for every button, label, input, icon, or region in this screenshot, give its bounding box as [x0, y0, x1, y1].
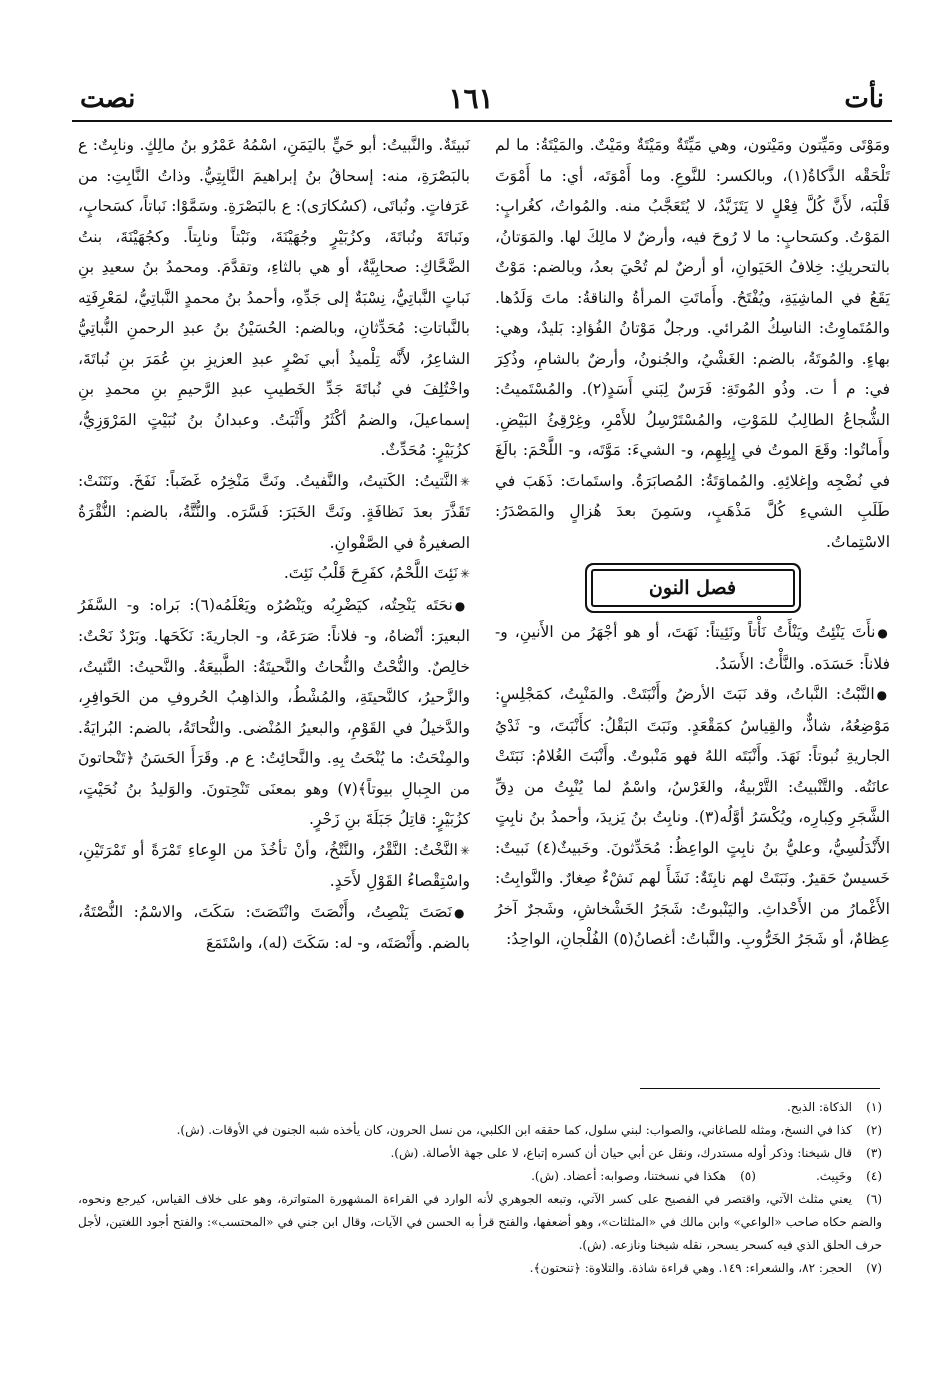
paragraph: ومَوْتَى ومَيِّتون ومَيْتون، وهي مَيِّتَةٌ ومَيْتَةٌ ومَيْتٌ. والمَيْتَةُ: ما لم تَلْحَقْه الذَّكاةُ(١)، وبالكسر: للنَّوعِ. وما أَمْوَتَه، أي: ما أَمْوَتَ قَلْبَه، لأَنَّ كُلَّ فِعْلٍ لا يَتَزَيَّدُ، لا يُتَعَجَّبُ منه. والمُواتُ، كغُرابٍ: المَوْتُ. وكسَحابٍ: ما لا رُوحَ فيه، وأرضٌ لا مالِكَ لها. والمَوَتانُ، بالتحريكِ: خِلافُ الحَيَوانِ، أو أرضٌ لم تُحْيَ بعدُ، وبالضم: مَوْتٌ يَقَعُ في الماشِيَةِ، ويُفْتَحُ. وأَماتَتِ المرأةُ والناقةُ: ماتَ وَلَدُها. والمُتَماوِتُ: الناسِكُ المُرائي. ورجلٌ مَوْتانُ الفُؤادِ: بَليدٌ، وهي: بهاءٍ. والمُوتَةُ، بالضم: الغَشْيُ، والجُنونُ، وأرضٌ بالشامِ، وذُكِرَ في: م أ ت. وذُو المُوتَةِ: فَرَسٌ لِبَني أَسَدٍ(٢). والمُسْتَميتُ: الشُّجاعُ الطالِبُ للمَوْتِ، والمُسْتَرْسِلُ للأَمْرِ، وغِرْقِئُ البَيْضِ. وأَماتُوا: وقَعَ الموتُ في إِبِلِهِم، و- الشيءَ: مَوَّتَه، و- اللَّحْمَ: بالَغَ في نُضْجِه وإغلائِهِ. والمُماوَتَةُ: المُصابَرَةُ. واستَماتَ: ذَهَبَ في طَلَبِ الشيءِ كُلَّ مَذْهَبٍ، وسَمِنَ بعدَ هُزالٍ والمَصْدَرُ: الاسْتِماتُ.	[495, 136, 890, 551]
entry-paragraph: ✳ النَّتيتُ: الكَتيتُ، والنَّفيتُ. ونَتَّ مَنْخِرُه غَضَباً: نَفَخَ. ونَتَنَتْ: تَقَذَّرَ بعدَ نَظافَةٍ. ونَتَّ الخَبَرَ: فَسَّرَه. والنُّتَّةُ، بالضم: النُّقْرَةُ الصغيرةُ في الصَّفْوانِ.	[78, 466, 470, 559]
footnote: (١)الذكاة: الذبح.	[787, 1100, 882, 1114]
paragraph: نَبيتَةٌ. والنَّبيتُ: أبو حَيٍّ باليَمَنِ، اسْمُهُ عَمْرُو بنُ مالِكٍ. ونابِتٌ: ع بالبَصْرَةِ، منه: إسحاقُ بنُ إبراهيمَ النَّابِتِيُّ. وذاتُ النَّابِتِ: من عَرَفاتٍ. ونُباتَى، (كسُكارَى): ع بالبَصْرَةِ. وسَمَّوْا: نَباتاً، كسَحابٍ، ونَباتَةَ ونُباتَةَ، وكزُبَيْرٍ وجُهَيْنَةَ، ونَبْتاً ونابِتاً. وكجُهَيْنَةَ، بنتُ الضَّحَّاكِ: صحابِيَّةٌ، أو هي بالثاءِ، وتقدَّمَ. ومحمدُ بنُ سعيدِ بنِ نَباتٍ النَّباتِيُّ، نِسْبَةٌ إلى جَدِّهِ، وأحمدُ بنُ محمدٍ النَّباتِيُّ، لمَعْرِفَتِه بالنَّباتاتِ: مُحَدِّثانِ، وبالضم: الحُسَيْنُ بنُ عبدِ الرحمنِ النُّباتِيُّ الشاعِرُ، لأَنَّه تِلْميذُ أبي نَصْرٍ عبدِ العزيزِ بنِ عُمَرَ بنِ نُباتَةَ، واخْتُلِفَ في نُباتَةَ جَدِّ الخَطيبِ عبدِ الرَّحيمِ بنِ محمدِ بنِ إسماعيلَ، والضمُ أكْثَرُ وأَثْبَتُ. وعبدانُ بنُ نُبَيْتٍ المَرْوَزِيُّ، كزُبَيْرٍ: مُحَدِّثٌ.	[78, 136, 470, 459]
footnote-pair	[78, 1165, 882, 1188]
footnote-rule	[640, 1088, 880, 1089]
footnote: (٦)يعني مثلث الآتي، واقتصر في الفصيح على كسر الآتي، وتبعه الجوهري لأنه الوارد في القراءة المشهورة المتواترة، وهو على خلاف القياس، كيرجع ونحوه، والضم حكاه صاحب «الواعي» وابن مالك في «المثلثات»، وهو أضعفها، والفتح قرأ به الحسن في الآيات، وقال ابن جني في «المحتسب»: والفتح أجود اللغتين، لأجل حرف الحلق الذي فيه كسحر يسحر، نقله شيخنا ونازعه. (ش).	[78, 1192, 882, 1252]
left-column	[78, 130, 470, 952]
page-number: ١٦١	[448, 82, 494, 115]
section-title: فصل النون	[648, 577, 737, 599]
footnote: (٣)قال شيخنا: وذكر أوله مستدرك، ونقل عن أبي حيان أن كسره إتباع، لا على جهة الأصالة. (ش).	[390, 1146, 882, 1160]
section-title-box	[591, 569, 795, 607]
footnote: (٥)هكذا في نسختنا، وصوابه: أعضاد. (ش).	[531, 1169, 756, 1183]
footnotes	[78, 1096, 882, 1280]
right-column	[495, 130, 890, 948]
footnote: (٢)كذا في النسخ، ومثله للصاغاني، والصواب: لبني سلول، كما حققه ابن الكلبي، من نسل الحرون، كان يأخذه شبه الجنون في الأوقات. (ش).	[176, 1123, 882, 1137]
entry-paragraph: ● نأَتَ يَنْئِتُ ويَنْأَتُ نَأْتاً ونَئِيتاً: نَهَتَ، أو هو أجْهَرُ من الأَنينِ، و- فلاناً: حَسَدَه. والنَّأْتُ: الأَسَدُ.	[495, 617, 890, 679]
footnote: (٤)وخَبِيث.	[815, 1169, 882, 1183]
entry-paragraph: ✳ نَئِتَ اللَّحْمُ، كفَرِحَ قَلْبُ نَئِتَ.	[78, 558, 470, 590]
entry-paragraph: ● نَصَتَ يَنْصِتُ، وأَنْصَتَ وانْتَصَتَ: سَكَتَ، والاسْمُ: النُّصْتَةُ، بالضم. وأَنْصَتَه، و- له: سَكَتَ (له)، واسْتَمَعَ	[78, 897, 470, 959]
entry-paragraph: ● نحَتَه يَنْحِتُه، كيَضْرِبُه ويَنْصُرُه ويَعْلَمُه(٦): بَراه: و- السَّفَرُ البعيرَ: أنْضاهُ، و- فلاناً: صَرَعَهُ، و- الجاريةَ: نَكَحَها. وبَرْدٌ نَحْتٌ: خالِصٌ. والنُّحْتُ والنُّحاتُ والنَّحيتَةُ: الطَّبيعَةُ. والنَّحيتُ: النَّئيتُ، والزَّحيرُ، كالنَّحيتَةِ، والمُشْطُ، والذاهِبُ الحُروفِ من الحَوافِرِ، والدَّخيلُ في القَوْمِ، والبعيرُ المُنْضى. والنُّحاتَةُ، بالضم: البُرايَةُ. والمِنْحَتُ: ما يُنْحَتُ بِهِ. والنَّحائِتُ: ع م. وقَرَأَ الحَسَنُ ﴿تَنْحاتونَ من الجِبالِ بيوتاً﴾(٧) وهو بمعنَى تَنْحِتونَ. والوَليدُ بنُ نُحَيْتٍ، كزُبَيْرٍ: قاتِلُ جَبَلَةَ بنِ زَحْرٍ.	[78, 590, 470, 835]
entry-paragraph: ✳ النَّخْتُ: النَّقْرُ، والنَّتْخُ، وأنْ تأخُذَ من الوِعاءِ تَمْرَةً أو تَمْرَتَيْنِ، واسْتِقْصاءُ القَوْلِ لأَحَدٍ.	[78, 835, 470, 897]
running-head-first-word: نأت	[844, 84, 884, 114]
running-head-last-word: نصت	[80, 84, 136, 114]
footnote: (٧)الحجر: ٨٢، والشعراء: ١٤٩. وهي قراءة شاذة. والتلاوة: ﴿تنحتون﴾.	[529, 1261, 882, 1275]
header-rule	[72, 120, 892, 122]
entry-paragraph: ● النَّبْتُ: النَّباتُ، وقد نَبَتَ الأرضُ وأَنْبَتَتْ. والمَنْبِتُ، كمَجْلِسٍ: مَوْضِعُهُ، شاذٌّ، والقِياسُ كمَقْعَدٍ. ونَبَتَ البَقْلُ: كأَنْبَتَ، و- ثَدْيُ الجاريةِ نُبوتاً: نَهَدَ. وأَنْبَتَه اللهُ فهو مَنْبوتٌ. وأَنْبَتَ الغُلامُ: نَبَتَتْ عانَتُه. والتَّنْبيتُ: التَّرْبيةُ، والغَرْسُ، واسْمٌ لما يُنْبِتُ من دِقِّ الشَّجَرِ وكِبارِه، ويُكْسَرُ أوَّلُه(٣). ونابِتُ بنُ يَزيدَ، وأحمدُ بنُ نابِتٍ الأَنْدَلُسِيُّ، وعليُّ بنُ نابِتٍ الواعِظُ: مُحَدِّثونَ. وخَبيثٌ(٤) نَبيتٌ: خَسيسٌ حَقيرٌ. ونَبَتَتْ لهم نابِتَةٌ: نَشَأَ لهم نَشْءٌ صِغارٌ. والنَّوابِتُ: الأَغْمارُ من الأَحْداثِ. واليَنْبوتُ: شَجَرُ الخَشْخاشِ، وشَجرٌ آخرُ عِظامٌ، أو شَجَرُ الخَرُّوبِ. والنَّباتُ: أغصانُ(٥) الفُلْجانِ، الواحِدُ:	[495, 679, 890, 955]
